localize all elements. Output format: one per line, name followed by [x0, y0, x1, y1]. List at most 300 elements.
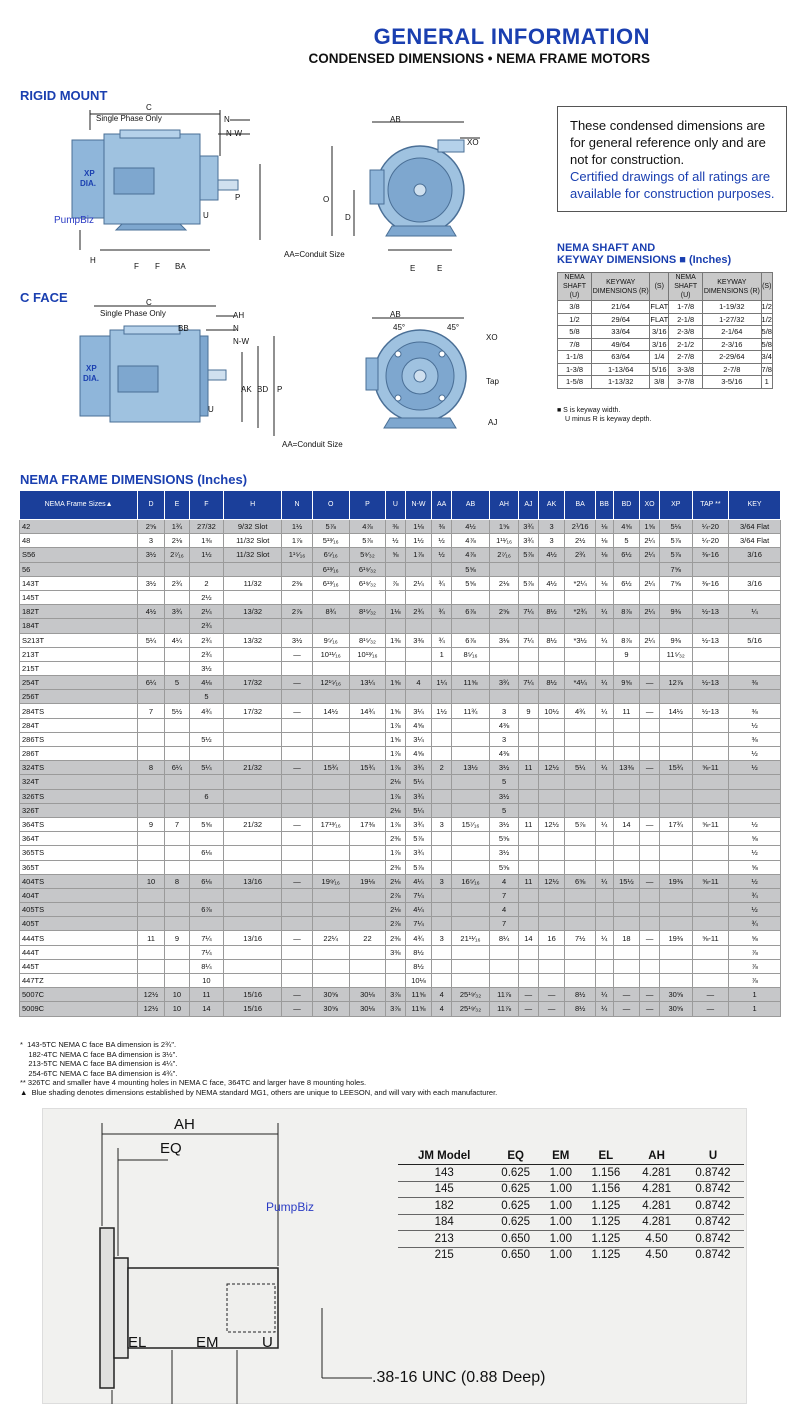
nema-cell — [386, 647, 406, 661]
nema-cell: 17¾ — [659, 817, 692, 831]
nema-cell: 4⅝ — [405, 718, 432, 732]
nema-cell — [312, 732, 349, 746]
nema-cell — [692, 690, 729, 704]
nema-cell — [349, 775, 385, 789]
nema-footnote: 213-5TC NEMA C face BA dimension is 4¼". — [20, 1059, 178, 1069]
nema-cell: 4½ — [138, 605, 165, 619]
dim-c-label: C — [146, 103, 152, 112]
nema-cell: 8½ — [405, 959, 432, 973]
nema-cell — [282, 974, 312, 988]
nema-cell: — — [640, 704, 660, 718]
nema-cell — [692, 959, 729, 973]
nema-cell: ⅜ — [729, 676, 781, 690]
nema-cell — [538, 832, 565, 846]
jm-cell: 0.8742 — [682, 1198, 744, 1215]
nema-cell — [519, 590, 539, 604]
nema-cell: 3¾ — [519, 534, 539, 548]
nema-cell: 15½ — [613, 874, 640, 888]
nema-cell — [538, 647, 565, 661]
nema-cell — [164, 690, 189, 704]
nema-cell: 3 — [432, 874, 452, 888]
nema-cell: 1 — [729, 1002, 781, 1016]
nema-cell: ½ — [432, 534, 452, 548]
nema-cell — [386, 562, 406, 576]
nema-cell: 3 — [432, 817, 452, 831]
nema-cell: 1⅞ — [386, 846, 406, 860]
nema-frame-cell: 286TS — [20, 732, 138, 746]
nema-cell: 3¼ — [405, 704, 432, 718]
nema-cell — [519, 959, 539, 973]
nema-cell: ½-13 — [692, 633, 729, 647]
nema-cell — [164, 860, 189, 874]
nema-cell — [595, 903, 613, 917]
nema-cell: — — [282, 988, 312, 1002]
nema-cell: 7¼ — [190, 945, 224, 959]
nema-row — [20, 917, 781, 931]
nema-cell: 6¹⁹⁄₃₂ — [349, 562, 385, 576]
nema-cell: ½ — [729, 817, 781, 831]
nema-cell: *2¾ — [565, 605, 595, 619]
nema-row — [20, 761, 781, 775]
keyway-cell: 29/64 — [592, 313, 650, 326]
dim-e2-label: E — [437, 264, 443, 273]
nema-cell: 5⅝ — [190, 817, 224, 831]
nema-frame-cell: S56 — [20, 548, 138, 562]
nema-cell — [659, 945, 692, 959]
cface-dim-nw-label: N-W — [233, 337, 249, 346]
nema-cell — [312, 775, 349, 789]
nema-cell — [659, 690, 692, 704]
keyway-cell: FLAT — [650, 314, 669, 324]
jm-col-header: AH — [631, 1148, 682, 1165]
nema-cell: ½ — [729, 846, 781, 860]
nema-cell: ¾ — [432, 605, 452, 619]
nema-cell: 8½ — [538, 633, 565, 647]
nema-cell: 5⅞ — [519, 576, 539, 590]
nema-cell: ½ — [729, 874, 781, 888]
nema-col-header: AA — [432, 491, 452, 520]
keyway-cell: 1-13/64 — [592, 363, 650, 376]
nema-cell: 6⁵⁄₁₆ — [312, 548, 349, 562]
cface-xp-dia-label: DIA. — [83, 374, 99, 383]
nema-cell: 4¼ — [405, 903, 432, 917]
nema-cell: 1½ — [405, 534, 432, 548]
dim-ab-label: AB — [390, 115, 401, 124]
nema-cell — [349, 959, 385, 973]
nema-cell: 2⅜ — [282, 576, 312, 590]
nema-cell: 21/32 — [223, 817, 282, 831]
nema-cell — [613, 888, 640, 902]
nema-cell — [451, 959, 489, 973]
nema-cell: — — [519, 1002, 539, 1016]
nema-cell — [138, 647, 165, 661]
nema-cell — [538, 888, 565, 902]
nema-cell — [349, 888, 385, 902]
nema-cell — [451, 860, 489, 874]
nema-cell: 3½ — [282, 633, 312, 647]
nema-frame-cell: 182T — [20, 605, 138, 619]
keyway-note-width: ■ S is keyway width. — [557, 407, 621, 414]
nema-cell: ¼ — [595, 817, 613, 831]
nema-cell — [692, 732, 729, 746]
nema-cell: 6¹⁹⁄₃₂ — [349, 576, 385, 590]
nema-cell: ½ — [432, 548, 452, 562]
nema-cell — [640, 747, 660, 761]
nema-cell — [138, 775, 165, 789]
nema-row — [20, 888, 781, 902]
nema-cell — [349, 945, 385, 959]
nema-cell: 4⅞ — [451, 534, 489, 548]
nema-frame-cell: 48 — [20, 534, 138, 548]
keyway-body — [558, 301, 773, 389]
dim-ba-label: BA — [175, 262, 186, 271]
nema-cell — [349, 832, 385, 846]
nema-cell — [490, 959, 519, 973]
nema-col-header: TAP ** — [692, 491, 729, 520]
jm-cell: 1.00 — [541, 1247, 580, 1263]
jm-cell: 1.125 — [581, 1231, 632, 1248]
keyway-col-shaft: NEMA SHAFT (U) — [558, 273, 592, 301]
nema-cell: — — [640, 761, 660, 775]
nema-frame-cell: 256T — [20, 690, 138, 704]
nema-cell — [640, 775, 660, 789]
nema-cell: 3 — [538, 534, 565, 548]
nema-cell: 3½ — [490, 761, 519, 775]
jm-cell: 4.50 — [631, 1231, 682, 1248]
nema-cell — [538, 747, 565, 761]
nema-cell — [138, 803, 165, 817]
jm-cell: 1.125 — [581, 1214, 632, 1231]
keyway-row — [558, 326, 773, 339]
nema-cell — [190, 917, 224, 931]
keyway-cell: 1/4 — [650, 351, 669, 364]
nema-cell: 4¼ — [405, 874, 432, 888]
nema-cell — [223, 945, 282, 959]
nema-frame-cell: 365T — [20, 860, 138, 874]
nema-cell — [312, 718, 349, 732]
nema-cell: 13½ — [451, 761, 489, 775]
nema-cell: 7½ — [565, 931, 595, 945]
nema-cell: 5⅞ — [519, 548, 539, 562]
nema-cell: 8¹⁵⁄₃₂ — [349, 633, 385, 647]
nema-cell: 16⁵⁄₁₆ — [451, 874, 489, 888]
nema-cell — [432, 974, 452, 988]
nema-cell — [659, 590, 692, 604]
nema-cell: 9 — [164, 931, 189, 945]
nema-frame-cell: 284TS — [20, 704, 138, 718]
nema-cell — [640, 888, 660, 902]
nema-cell: 2¼ — [640, 576, 660, 590]
nema-cell — [138, 974, 165, 988]
nema-cell — [190, 747, 224, 761]
nema-cell — [164, 803, 189, 817]
nema-cell: ⅜ — [386, 520, 406, 534]
nema-cell — [312, 747, 349, 761]
nema-cell — [451, 775, 489, 789]
nema-cell: 30⅝ — [659, 988, 692, 1002]
nema-cell — [223, 775, 282, 789]
nema-cell: 2⅛ — [386, 874, 406, 888]
nema-cell — [451, 803, 489, 817]
nema-cell — [164, 903, 189, 917]
nema-cell — [164, 661, 189, 675]
nema-cell — [692, 647, 729, 661]
nema-cell: 3¾ — [405, 817, 432, 831]
nema-table-heading: NEMA FRAME DIMENSIONS (Inches) — [20, 472, 248, 487]
nema-cell — [223, 903, 282, 917]
nema-row — [20, 1002, 781, 1016]
nema-cell: 8½ — [405, 945, 432, 959]
nema-cell: 11/32 — [223, 576, 282, 590]
nema-cell: 11/32 Slot — [223, 534, 282, 548]
pumpbiz-watermark: PumpBiz — [54, 215, 95, 226]
nema-cell: 21¹¹⁄₁₆ — [451, 931, 489, 945]
nema-cell: 9/32 Slot — [223, 520, 282, 534]
nema-cell: — — [692, 988, 729, 1002]
cface-dim-c-label: C — [146, 298, 152, 307]
nema-cell: 1⅝ — [386, 704, 406, 718]
nema-cell: *2¼ — [565, 576, 595, 590]
nema-cell — [138, 860, 165, 874]
nema-cell: 1⅝ — [640, 520, 660, 534]
nema-cell — [538, 846, 565, 860]
nema-row — [20, 832, 781, 846]
nema-cell — [538, 917, 565, 931]
keyway-cell: 5/8 — [761, 327, 772, 337]
dim-xo-label: XO — [467, 138, 479, 147]
nema-cell — [138, 747, 165, 761]
nema-cell: 3 — [490, 732, 519, 746]
nema-cell: 3/16 — [729, 576, 781, 590]
nema-cell — [432, 903, 452, 917]
shaft-ah-label: AH — [174, 1116, 195, 1133]
nema-cell — [538, 775, 565, 789]
nema-cell — [565, 661, 595, 675]
nema-cell — [613, 690, 640, 704]
jm-cell: 182 — [398, 1198, 490, 1215]
nema-cell: 8¼ — [490, 931, 519, 945]
nema-col-header: AB — [451, 491, 489, 520]
nema-cell: 5⅞ — [349, 534, 385, 548]
nema-cell — [538, 903, 565, 917]
nema-cell — [138, 917, 165, 931]
keyway-cell: 2-7/8 — [669, 351, 703, 364]
jm-model-table — [398, 1148, 744, 1263]
nema-cell: 14½ — [312, 704, 349, 718]
nema-cell: 4⅛ — [190, 676, 224, 690]
nema-row — [20, 562, 781, 576]
nema-cell: 2¾ — [190, 633, 224, 647]
nema-cell: 1⅞ — [386, 761, 406, 775]
nema-cell — [386, 974, 406, 988]
jm-cell: 0.8742 — [682, 1247, 744, 1263]
nema-cell: 5⅞ — [659, 548, 692, 562]
keyway-cell: 3-7/8 — [669, 376, 703, 389]
nema-cell — [640, 789, 660, 803]
nema-frame-cell: 445T — [20, 959, 138, 973]
shaft-u-label: U — [262, 1334, 273, 1351]
nema-cell — [565, 590, 595, 604]
keyway-col-s2: (S) — [761, 273, 772, 301]
nema-frame-cell: S213T — [20, 633, 138, 647]
nema-cell: ⅛ — [595, 576, 613, 590]
nema-col-header: P — [349, 491, 385, 520]
nema-cell: 1⅝ — [386, 732, 406, 746]
nema-cell — [349, 732, 385, 746]
nema-cell — [349, 903, 385, 917]
nema-cell — [282, 803, 312, 817]
nema-frame-cell: 284T — [20, 718, 138, 732]
nema-cell — [451, 661, 489, 675]
nema-footnote: ** 326TC and smaller have 4 mounting holes in NEMA C face, 364TC and larger have 8 mounting holes. — [20, 1078, 367, 1088]
nema-cell — [519, 974, 539, 988]
nema-cell: 3¾ — [164, 605, 189, 619]
nema-cell: 1⅞ — [386, 718, 406, 732]
nema-cell — [565, 959, 595, 973]
jm-cell: 4.281 — [631, 1198, 682, 1215]
nema-cell — [451, 974, 489, 988]
nema-row — [20, 548, 781, 562]
nema-cell — [692, 718, 729, 732]
nema-cell — [595, 888, 613, 902]
nema-cell — [640, 647, 660, 661]
nema-cell — [164, 846, 189, 860]
nema-cell — [312, 789, 349, 803]
nema-row — [20, 974, 781, 988]
nema-cell — [282, 789, 312, 803]
nema-cell: ¼ — [595, 676, 613, 690]
nema-cell: 5¹³⁄₁₆ — [312, 534, 349, 548]
nema-cell — [640, 959, 660, 973]
nema-cell: 2⅞ — [282, 605, 312, 619]
nema-cell: ⅝-11 — [692, 874, 729, 888]
nema-cell — [312, 619, 349, 633]
jm-col-header: U — [682, 1148, 744, 1165]
nema-cell: 2⅝ — [138, 520, 165, 534]
nema-cell — [164, 789, 189, 803]
jm-cell: 0.650 — [490, 1247, 541, 1263]
nema-cell: 2 — [432, 761, 452, 775]
nema-cell: 1¾ — [164, 520, 189, 534]
nema-cell — [565, 945, 595, 959]
nema-cell: 13/32 — [223, 605, 282, 619]
jm-cell: 4.50 — [631, 1247, 682, 1263]
info-box — [557, 106, 787, 212]
nema-cell — [312, 661, 349, 675]
nema-cell — [282, 888, 312, 902]
nema-cell: 5⅝ — [490, 832, 519, 846]
cface-dim-ab-label: AB — [390, 310, 401, 319]
nema-cell: 5⅝ — [451, 562, 489, 576]
cface-deg2-label: 45° — [447, 323, 460, 332]
nema-cell: — — [640, 931, 660, 945]
nema-cell: 10¹³⁄₁₆ — [349, 647, 385, 661]
nema-frame-cell: 5007C — [20, 988, 138, 1002]
nema-cell: ⅛ — [595, 520, 613, 534]
nema-cell: — — [640, 817, 660, 831]
keyway-cell: 1-1/8 — [558, 351, 592, 364]
nema-cell — [451, 732, 489, 746]
nema-cell — [640, 690, 660, 704]
nema-cell: 4 — [432, 988, 452, 1002]
nema-cell — [659, 732, 692, 746]
jm-cell: 0.8742 — [682, 1165, 744, 1182]
nema-cell — [164, 619, 189, 633]
nema-col-header: F — [190, 491, 224, 520]
nema-cell — [386, 661, 406, 675]
nema-cell — [349, 803, 385, 817]
keyway-cell: 3/16 — [650, 338, 669, 351]
nema-cell — [138, 590, 165, 604]
nema-cell: — — [282, 931, 312, 945]
nema-row — [20, 846, 781, 860]
nema-cell — [490, 562, 519, 576]
nema-cell — [613, 903, 640, 917]
nema-cell — [138, 888, 165, 902]
nema-cell: 5¼ — [405, 775, 432, 789]
dim-nw-label: N-W — [226, 129, 242, 138]
jm-cell: 213 — [398, 1231, 490, 1248]
nema-cell — [692, 789, 729, 803]
nema-cell: 11 — [519, 761, 539, 775]
jm-body — [398, 1165, 744, 1264]
nema-col-header: E — [164, 491, 189, 520]
nema-cell — [164, 974, 189, 988]
nema-cell — [451, 903, 489, 917]
nema-cell — [659, 860, 692, 874]
nema-cell — [223, 860, 282, 874]
nema-cell: ⅞ — [729, 959, 781, 973]
jm-cell: 1.156 — [581, 1181, 632, 1198]
jm-cell: 0.8742 — [682, 1181, 744, 1198]
nema-cell — [223, 803, 282, 817]
nema-cell: ⅝ — [386, 548, 406, 562]
nema-cell: 3½ — [490, 817, 519, 831]
nema-cell — [282, 690, 312, 704]
jm-cell: 4.281 — [631, 1181, 682, 1198]
nema-cell — [640, 903, 660, 917]
nema-cell — [432, 846, 452, 860]
nema-footnote: ▲ Blue shading denotes dimensions established by NEMA standard MG1, others are unique to LEESON, and will vary with each manufacturer. — [20, 1087, 498, 1097]
jm-cell: 0.625 — [490, 1181, 541, 1198]
nema-cell — [138, 690, 165, 704]
nema-cell: ⅛ — [595, 534, 613, 548]
cface-dim-ak-label: AK — [241, 385, 252, 394]
nema-cell — [282, 959, 312, 973]
nema-cell — [223, 959, 282, 973]
nema-cell — [692, 803, 729, 817]
rigid-mount-diagram — [20, 100, 560, 270]
nema-cell: 4 — [405, 676, 432, 690]
nema-cell: — — [519, 988, 539, 1002]
nema-cell — [432, 718, 452, 732]
nema-row — [20, 704, 781, 718]
nema-cell: ⅝-11 — [692, 761, 729, 775]
nema-cell: 5⁹⁄₃₂ — [349, 548, 385, 562]
nema-cell: 6 — [190, 789, 224, 803]
nema-cell: 16 — [538, 931, 565, 945]
jm-cell: 145 — [398, 1181, 490, 1198]
nema-col-header: U — [386, 491, 406, 520]
nema-cell — [138, 661, 165, 675]
nema-cell — [282, 718, 312, 732]
nema-row — [20, 789, 781, 803]
nema-cell: 3½ — [490, 846, 519, 860]
nema-cell — [595, 832, 613, 846]
shaft-thread-label: .38-16 UNC (0.88 Deep) — [372, 1369, 546, 1386]
jm-cell: 1.125 — [581, 1198, 632, 1215]
nema-cell — [538, 860, 565, 874]
